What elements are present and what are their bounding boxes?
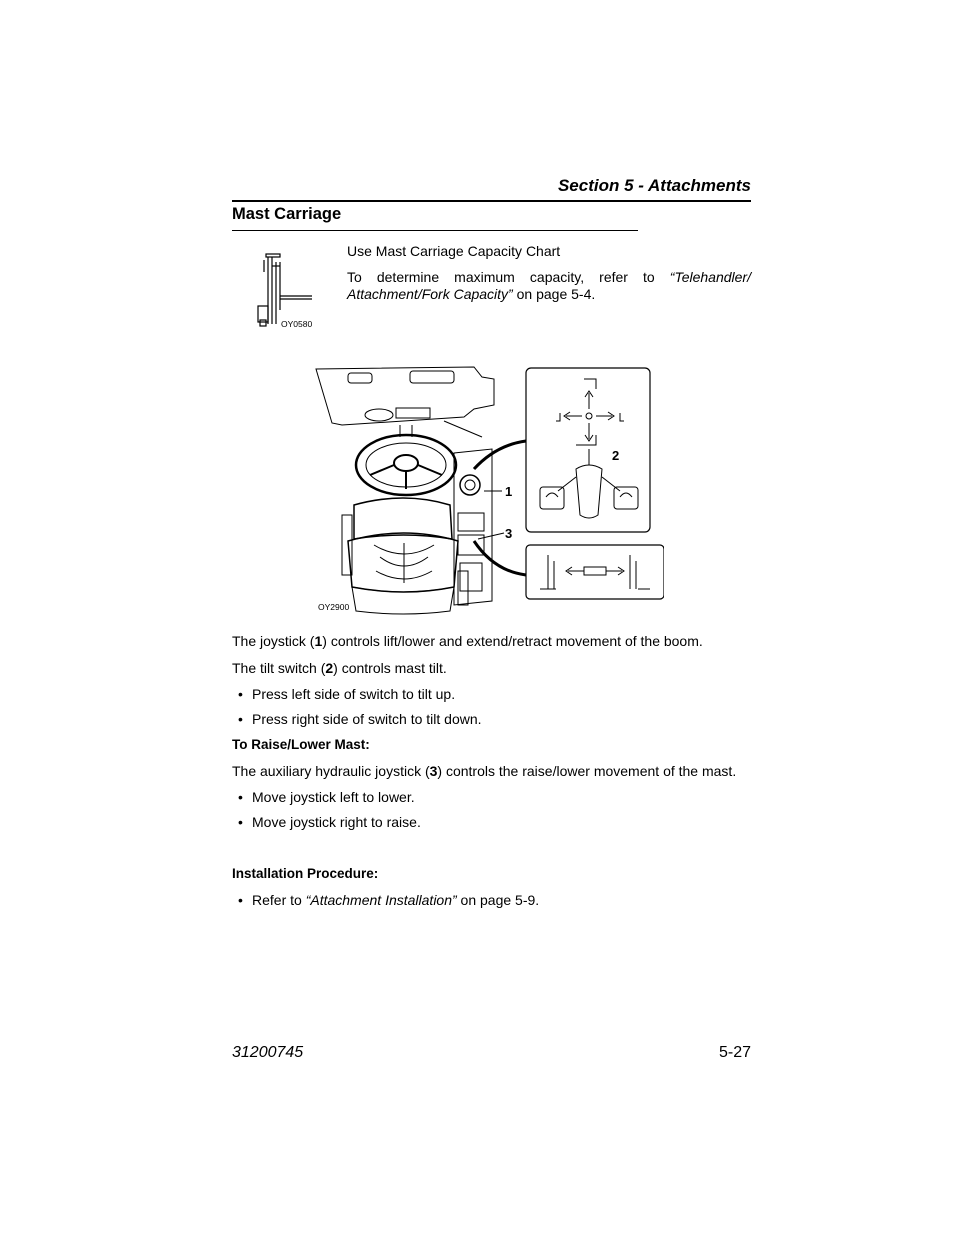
refer-prefix: To determine maximum capacity, refer to <box>347 269 670 285</box>
capacity-link[interactable]: “Telehandler/ Attachment/Fork Capacity” <box>347 269 751 302</box>
list-item: • Move joystick right to raise. <box>238 814 421 830</box>
header-rule <box>232 200 751 202</box>
mast-carriage-icon <box>250 250 316 330</box>
installation-link[interactable]: “Attachment Installation” <box>305 892 457 908</box>
list-item: • Move joystick left to lower. <box>238 789 415 805</box>
aux-joystick-paragraph: The auxiliary hydraulic joystick (3) controls the raise/lower movement of the mast. <box>232 763 737 779</box>
capacity-reference <box>347 269 751 303</box>
list-item: • Press right side of switch to tilt down. <box>238 711 482 727</box>
page-heading: Mast Carriage <box>232 205 342 223</box>
cab-figure-code: OY2900 <box>318 602 350 612</box>
icon-figure-code: OY0580 <box>281 319 313 329</box>
page-number: 5-27 <box>718 1044 751 1061</box>
raise-lower-heading: To Raise/Lower Mast: <box>232 737 370 752</box>
joystick-paragraph: The joystick (1) controls lift/lower and extend/retract movement of the boom. <box>232 633 703 649</box>
callout-3: 3 <box>505 526 513 541</box>
heading-rule <box>232 230 638 231</box>
list-item: • Press left side of switch to tilt up. <box>238 686 456 702</box>
callout-1: 1 <box>505 484 513 499</box>
cab-illustration <box>314 365 664 615</box>
document-number: 31200745 <box>232 1044 304 1061</box>
installation-heading: Installation Procedure: <box>232 866 379 881</box>
refer-suffix: on page 5-4. <box>512 286 596 302</box>
callout-2: 2 <box>612 448 620 463</box>
tilt-paragraph: The tilt switch (2) controls mast tilt. <box>232 660 447 676</box>
section-title: Section 5 - Attachments <box>557 176 751 195</box>
capacity-chart-note: Use Mast Carriage Capacity Chart <box>347 243 561 259</box>
list-item: • Refer to “Attachment Installation” on page 5-9. <box>238 892 540 908</box>
